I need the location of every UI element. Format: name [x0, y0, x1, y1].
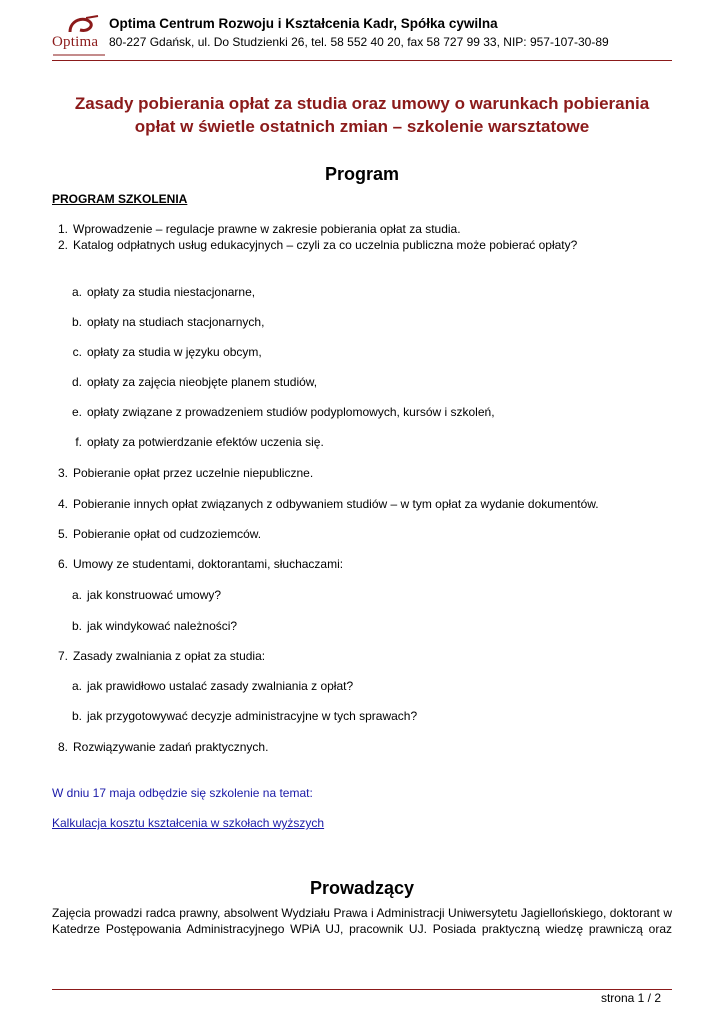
page-header	[52, 12, 672, 62]
list-item-text: opłaty za potwierdzanie efektów uczenia się.	[87, 435, 324, 449]
header-divider	[52, 60, 672, 61]
list-item-text: jak prawidłowo ustalać zasady zwalniania z opłat?	[87, 679, 354, 693]
list-marker: 2.	[57, 238, 68, 252]
sub-list-item	[66, 315, 264, 329]
program-heading: Program	[324, 164, 400, 184]
document-title-line-2: opłat w świetle ostatnich zmian – szkolenie warsztatowe	[134, 117, 590, 136]
list-item	[52, 238, 577, 252]
list-item-text: Pobieranie innych opłat związanych z odbywaniem studiów – w tym opłat za wydanie dokumentów.	[73, 497, 599, 511]
organization-name: Optima Centrum Rozwoju i Kształcenia Kadr, Spółka cywilna	[109, 16, 498, 31]
list-marker: 1.	[57, 222, 68, 236]
list-marker: a.	[71, 679, 82, 693]
list-item-text: Katalog odpłatnych usług edukacyjnych – czyli za co uczelnia publiczna może pobierać opłaty?	[73, 238, 578, 252]
trainer-heading: Prowadzący	[309, 878, 415, 898]
list-item	[52, 649, 265, 663]
list-item-text: Umowy ze studentami, doktorantami, słuchaczami:	[73, 557, 344, 571]
list-marker: b.	[71, 619, 82, 633]
sub-list-item	[66, 345, 262, 359]
list-item	[52, 466, 313, 480]
document-title	[52, 92, 672, 138]
list-item-text: opłaty na studiach stacjonarnych,	[87, 315, 265, 329]
organization-address: 80-227 Gdańsk, ul. Do Studzienki 26, tel. 58 552 40 20, fax 58 727 99 33, NIP: 957-107-30-89	[109, 35, 609, 49]
list-item-text: Pobieranie opłat przez uczelnie niepubliczne.	[73, 466, 314, 480]
list-marker: d.	[71, 375, 82, 389]
list-item-text: jak konstruować umowy?	[87, 588, 222, 602]
logo-tagline-bar	[53, 54, 105, 56]
list-marker: 3.	[57, 466, 68, 480]
list-item-text: Zasady zwalniania z opłat za studia:	[73, 649, 266, 663]
sub-list-item	[66, 679, 353, 693]
footer-divider	[52, 989, 672, 990]
list-marker: 8.	[57, 740, 68, 754]
list-item-text: opłaty za zajęcia nieobjęte planem studiów,	[87, 375, 318, 389]
sub-list-item	[66, 588, 221, 602]
optima-logo	[52, 14, 108, 60]
list-marker: 4.	[57, 497, 68, 511]
list-item	[52, 222, 461, 236]
logo-swoosh-icon	[66, 14, 100, 36]
list-marker: b.	[71, 315, 82, 329]
trainer-bio: Zajęcia prowadzi radca prawny, absolwent Wydziału Prawa i Administracji Uniwersytetu Jagiellońskiego, doktorant w Katedrze Postępowania Administracyjnego WPiA UJ, pracownik UJ. Posiada praktyczną wiedzę prawniczą oraz	[52, 906, 672, 936]
sub-list-item	[66, 375, 317, 389]
list-marker: a.	[71, 285, 82, 299]
list-item	[52, 497, 599, 511]
list-item	[52, 557, 343, 571]
list-item-text: jak windykować należności?	[87, 619, 238, 633]
list-item-text: opłaty za studia w języku obcym,	[87, 345, 262, 359]
sub-list-item	[66, 435, 324, 449]
list-marker: c.	[72, 345, 82, 359]
page-number: strona 1 / 2	[600, 991, 661, 1005]
list-item-text: Pobieranie opłat od cudzoziemców.	[73, 527, 262, 541]
list-item	[52, 527, 261, 541]
list-item-text: Wprowadzenie – regulacje prawne w zakresie pobierania opłat za studia.	[73, 222, 461, 236]
list-marker: 7.	[57, 649, 68, 663]
list-item-text: opłaty za studia niestacjonarne,	[87, 285, 256, 299]
list-marker: f.	[75, 435, 82, 449]
document-title-line-1: Zasady pobierania opłat za studia oraz umowy o warunkach pobierania	[74, 94, 650, 113]
list-item	[52, 740, 268, 754]
list-item-text: jak przygotowywać decyzje administracyjne w tych sprawach?	[87, 709, 418, 723]
list-marker: e.	[71, 405, 82, 419]
sub-list-item	[66, 709, 417, 723]
sub-list-item	[66, 619, 237, 633]
list-item-text: opłaty związane z prowadzeniem studiów podyplomowych, kursów i szkoleń,	[87, 405, 495, 419]
list-marker: a.	[71, 588, 82, 602]
upcoming-training-notice: W dniu 17 maja odbędzie się szkolenie na temat:	[52, 786, 313, 800]
sub-list-item	[66, 405, 495, 419]
list-item-text: Rozwiązywanie zadań praktycznych.	[73, 740, 269, 754]
sub-list-item	[66, 285, 255, 299]
list-marker: 6.	[57, 557, 68, 571]
list-marker: b.	[71, 709, 82, 723]
upcoming-training-link[interactable]: Kalkulacja kosztu kształcenia w szkołach wyższych	[52, 816, 325, 830]
program-label: PROGRAM SZKOLENIA	[52, 192, 188, 206]
list-marker: 5.	[57, 527, 68, 541]
logo-wordmark: Optima	[52, 34, 99, 50]
